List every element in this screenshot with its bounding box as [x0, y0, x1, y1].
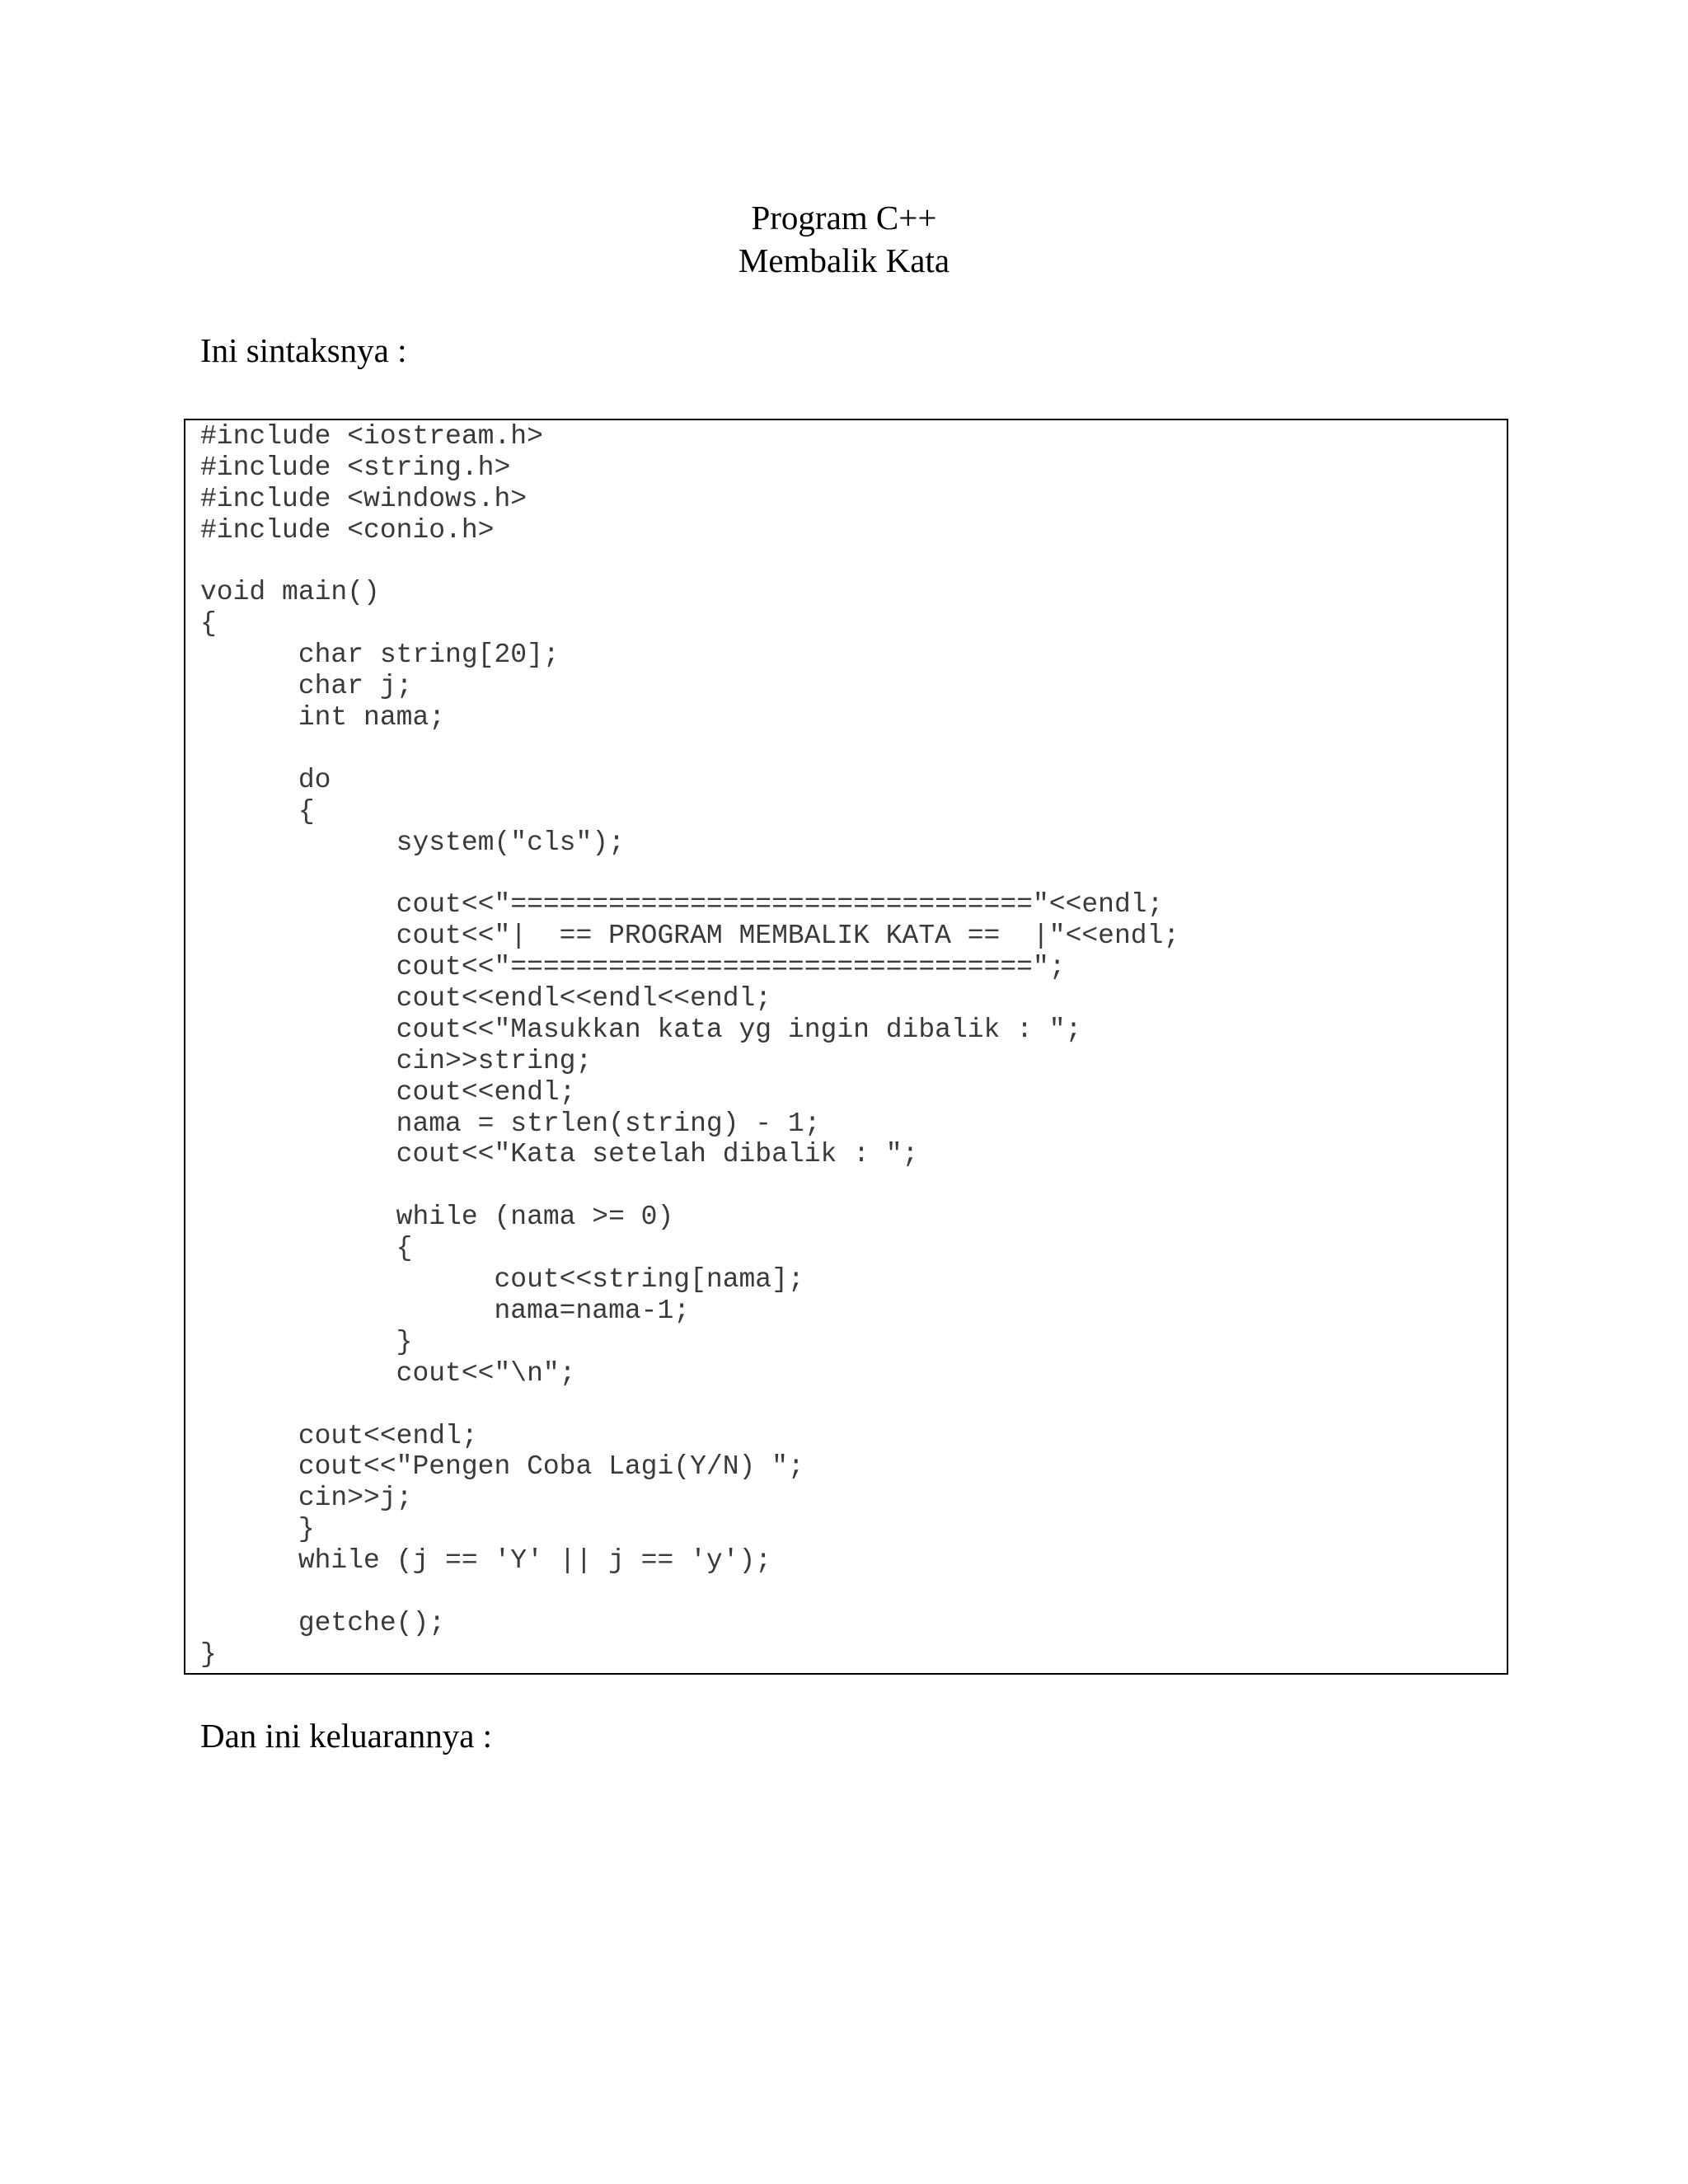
code-line: [200, 1390, 1179, 1421]
code-line: int nama;: [200, 702, 446, 733]
code-line: char string[20];: [200, 640, 560, 671]
code-line: }: [200, 1326, 413, 1357]
outro-text: Dan ini keluarannya :: [200, 1717, 493, 1755]
code-line: nama=nama-1;: [200, 1295, 691, 1326]
code-line: {: [200, 608, 217, 640]
code-line: #include <iostream.h>: [200, 421, 543, 452]
code-line: cout<<string[nama];: [200, 1264, 804, 1296]
code-listing: [200, 421, 1179, 1671]
code-line: [200, 733, 1179, 765]
code-line: cin>>j;: [200, 1483, 413, 1514]
document-subtitle: Membalik Kata: [738, 241, 950, 279]
document-title: Program C++: [751, 199, 937, 237]
intro-text: Ini sintaksnya :: [200, 331, 407, 369]
code-line: [200, 1577, 1179, 1608]
code-line: #include <windows.h>: [200, 483, 528, 514]
code-line: #include <string.h>: [200, 452, 511, 483]
code-line: system("cls");: [200, 827, 625, 858]
code-line: cout<<endl<<endl<<endl;: [200, 983, 772, 1015]
code-line: [200, 546, 1179, 578]
code-line: void main(): [200, 577, 380, 608]
code-line: {: [200, 1233, 413, 1264]
code-line: cin>>string;: [200, 1045, 593, 1076]
code-line: getche();: [200, 1607, 446, 1638]
code-line: do: [200, 764, 331, 795]
code-line: while (nama >= 0): [200, 1202, 674, 1233]
code-line: }: [200, 1514, 315, 1545]
code-line: cout<<"================================";: [200, 952, 1066, 983]
code-line: char j;: [200, 671, 413, 702]
code-line: cout<<endl;: [200, 1076, 576, 1108]
code-line: cout<<"================================"<<endl;: [200, 889, 1164, 921]
code-line: cout<<"| == PROGRAM MEMBALIK KATA == |"<<endl;: [200, 921, 1180, 952]
code-line: [200, 858, 1179, 889]
code-line: nama = strlen(string) - 1;: [200, 1108, 821, 1139]
code-line: cout<<"Pengen Coba Lagi(Y/N) ";: [200, 1451, 804, 1483]
code-line: cout<<"Kata setelah dibalik : ";: [200, 1139, 919, 1170]
code-line: {: [200, 795, 315, 827]
code-line: cout<<"\n";: [200, 1357, 576, 1389]
code-line: while (j == 'Y' || j == 'y');: [200, 1545, 772, 1577]
code-line: cout<<endl;: [200, 1420, 478, 1451]
code-line: }: [200, 1638, 217, 1670]
code-line: [200, 1170, 1179, 1202]
code-box: [184, 419, 1508, 1675]
code-line: #include <conio.h>: [200, 514, 495, 546]
code-line: cout<<"Masukkan kata yg ingin dibalik : ";: [200, 1014, 1082, 1045]
